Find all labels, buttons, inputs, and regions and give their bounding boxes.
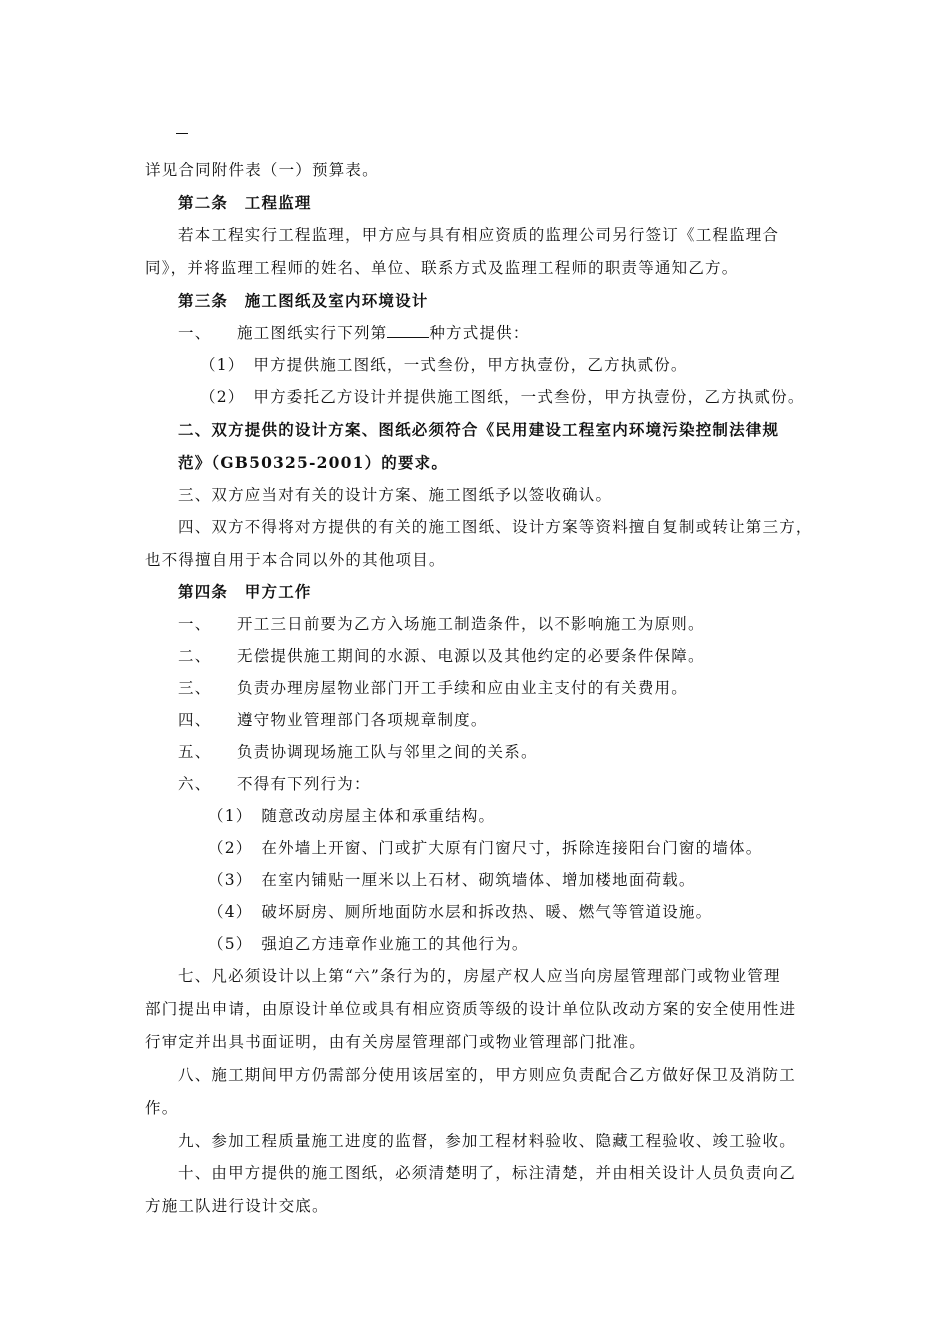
- article-3-item-1-text-a: 一、 施工图纸实行下列第: [178, 324, 388, 342]
- article-4-item-6: 六、 不得有下列行为：: [178, 775, 371, 793]
- article-3-item-1-text-b: 种方式提供：: [429, 324, 530, 342]
- article-4-prohibited-1: （1） 随意改动房屋主体和承重结构。: [208, 807, 496, 825]
- article-4-item-2: 二、 无偿提供施工期间的水源、电源以及其他约定的必要条件保障。: [178, 647, 705, 665]
- article-4-item-5: 五、 负责协调现场施工队与邻里之间的关系。: [178, 743, 538, 761]
- article-4-prohibited-4: （4） 破坏厨房、厕所地面防水层和拆改热、暖、燃气等管道设施。: [208, 903, 713, 921]
- article-3-item-4-line-1: 四、双方不得将对方提供的有关的施工图纸、设计方案等资料擅自复制或转让第三方，: [178, 518, 813, 536]
- article-4-item-8-line-1: 八、施工期间甲方仍需部分使用该居室的，甲方则应负责配合乙方做好保卫及消防工: [178, 1066, 796, 1084]
- article-4-item-10-line-2: 方施工队进行设计交底。: [145, 1197, 329, 1215]
- article-4-heading: 第四条 甲方工作: [178, 582, 312, 601]
- article-4-item-9: 九、参加工程质量施工进度的监督，参加工程材料验收、隐藏工程验收、竣工验收。: [178, 1132, 796, 1150]
- article-4-prohibited-5: （5） 强迫乙方违章作业施工的其他行为。: [208, 935, 529, 953]
- article-4-item-4: 四、 遵守物业管理部门各项规章制度。: [178, 711, 488, 729]
- article-3-item-2-line-2: 范》（GB50325-2001）的要求。: [178, 453, 449, 472]
- article-4-item-8-line-2: 作。: [145, 1099, 179, 1117]
- article-4-item-10-line-1: 十、由甲方提供的施工图纸，必须清楚明了，标注清楚，并由相关设计人员负责向乙: [178, 1164, 796, 1182]
- article-3-option-1: （1） 甲方提供施工图纸，一式叁份，甲方执壹份，乙方执贰份。: [200, 356, 688, 374]
- fill-in-blank: [387, 323, 429, 338]
- article-4-prohibited-2: （2） 在外墙上开窗、门或扩大原有门窗尺寸，拆除连接阳台门窗的墙体。: [208, 839, 763, 857]
- article-4-item-7-line-2: 部门提出申请，由原设计单位或具有相应资质等级的设计单位队改动方案的安全使用性进: [145, 1000, 797, 1018]
- line-budget-reference: 详见合同附件表（一）预算表。: [145, 161, 379, 179]
- article-4-item-1: 一、 开工三日前要为乙方入场施工制造条件，以不影响施工为原则。: [178, 615, 705, 633]
- article-3-option-2: （2） 甲方委托乙方设计并提供施工图纸，一式叁份，甲方执壹份，乙方执贰份。: [200, 388, 805, 406]
- article-3-item-3: 三、双方应当对有关的设计方案、施工图纸予以签收确认。: [178, 486, 613, 504]
- article-2-para-line-2: 同》，并将监理工程师的姓名、单位、联系方式及监理工程师的职责等通知乙方。: [145, 259, 739, 277]
- article-3-heading: 第三条 施工图纸及室内环境设计: [178, 291, 429, 310]
- article-4-item-3: 三、 负责办理房屋物业部门开工手续和应由业主支付的有关费用。: [178, 679, 688, 697]
- article-3-item-1: [178, 323, 858, 343]
- article-4-item-7-line-1: 七、凡必须设计以上第“六”条行为的，房屋产权人应当向房屋管理部门或物业管理: [178, 967, 781, 985]
- article-2-para-line-1: 若本工程实行工程监理，甲方应与具有相应资质的监理公司另行签订《工程监理合: [178, 226, 780, 244]
- article-2-heading: 第二条 工程监理: [178, 193, 312, 212]
- article-4-item-7-line-3: 行审定并出具书面证明，由有关房屋管理部门或物业管理部门批准。: [145, 1033, 647, 1051]
- article-3-item-2-line-1: 二、双方提供的设计方案、图纸必须符合《民用建设工程室内环境污染控制法律规: [178, 420, 780, 439]
- article-4-prohibited-3: （3） 在室内铺贴一厘米以上石材、砌筑墙体、增加楼地面荷载。: [208, 871, 696, 889]
- article-3-item-4-line-2: 也不得擅自用于本合同以外的其他项目。: [145, 551, 446, 569]
- top-dash-mark: [176, 133, 188, 134]
